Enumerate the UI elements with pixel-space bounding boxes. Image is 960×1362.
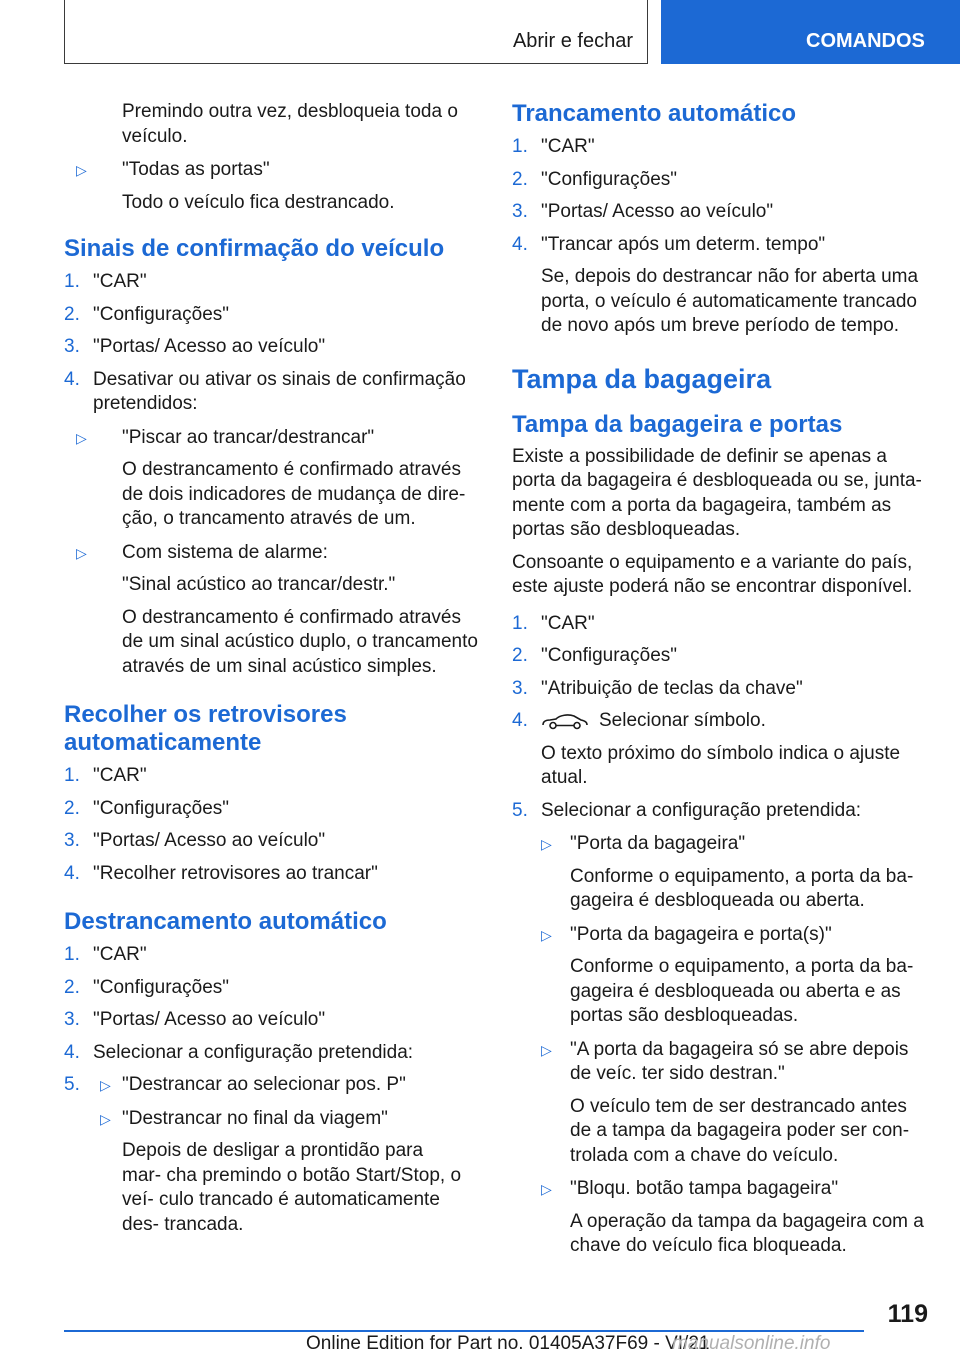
step-number: 1. <box>64 944 80 965</box>
main-title-tailgate: Tampa da bagageira <box>512 363 772 394</box>
bullet-unlock-end-trip-desc: Depois de desligar a prontidão para mar- cha premindo o botão Start/Stop, o veí- culo trancado é automaticamente des- trancada. <box>122 1140 462 1235</box>
bullet-alarm-system: Com sistema de alarme: <box>122 541 328 563</box>
section-title-fold-mirrors: Recolher os retrovisores automaticamente <box>64 701 347 756</box>
step-text: "Portas/ Acesso ao veículo" <box>93 1009 326 1030</box>
bullet-triangle-icon: ▷ <box>76 544 87 561</box>
step-number: 3. <box>64 1009 80 1030</box>
step-number: 5. <box>512 799 528 821</box>
step-text: Desativar ou ativar os sinais de confirmação pretendidos: <box>93 368 466 414</box>
step-number: 5. <box>64 1074 80 1095</box>
bullet-all-doors-desc: Todo o veículo fica destrancado. <box>122 191 395 213</box>
step-text: "Portas/ Acesso ao veículo" <box>93 336 326 357</box>
bullet-block-button-desc: A operação da tampa da bagageira com a chave do veículo fica bloqueada. <box>570 1210 924 1256</box>
section-title-tailgate-doors: Tampa da bagageira e portas <box>512 410 843 438</box>
step-number: 4. <box>64 1041 80 1063</box>
section-title-auto-lock: Trancamento automático <box>512 100 797 127</box>
step-text: "Configurações" <box>541 645 678 666</box>
step-text: "Configurações" <box>541 168 678 190</box>
bullet-tailgate-doors: "Porta da bagageira e porta(s)" <box>570 923 832 945</box>
step-text: "CAR" <box>541 612 595 634</box>
intro-text: Premindo outra vez, desbloqueia toda o veículo. <box>122 101 458 147</box>
bullet-triangle-icon: ▷ <box>541 926 552 943</box>
step-text: "Destrancar ao selecionar pos. P" <box>122 1074 406 1095</box>
section-title-confirmation-signals: Sinais de confirmação do veículo <box>64 235 445 262</box>
bullet-triangle-icon: ▷ <box>76 429 87 446</box>
footer-divider <box>64 1330 864 1332</box>
bullet-tailgate-after-unlock-desc: O veículo tem de ser destrancado antes de a tampa da bagageira poder ser con- trolada com a chave do veículo. <box>570 1095 910 1166</box>
bullet-triangle-icon: ▷ <box>76 162 87 178</box>
bullet-tailgate-after-unlock: "A porta da bagageira só se abre depois de veíc. ter sido destran." <box>570 1038 909 1084</box>
header-section-title: Abrir e fechar <box>512 30 633 52</box>
bullet-triangle-icon: ▷ <box>100 1077 111 1093</box>
tailgate-availability: Consoante o equipamento e a variante do país, este ajuste poderá não se encontrar disponível. <box>512 551 913 597</box>
bullet-alarm-desc: O destrancamento é confirmado através de um sinal acústico duplo, o trancamento através de um sinal acústico simples. <box>122 606 478 677</box>
tailgate-intro: Existe a possibilidade de definir se apenas a porta da bagageira é desbloqueada ou se, junta- mente com a porta da bagageira, também as portas são desbloqueadas. <box>512 445 922 540</box>
step-text: "CAR" <box>541 136 595 157</box>
step-number: 2. <box>64 797 80 819</box>
step-text: "Configurações" <box>93 303 230 325</box>
step-text: "Portas/ Acesso ao veículo" <box>93 830 326 851</box>
bullet-unlock-end-trip: "Destrancar no final da viagem" <box>122 1107 388 1129</box>
step-number: 3. <box>64 336 80 357</box>
step-text: "CAR" <box>93 944 147 965</box>
step-number: 1. <box>512 612 528 634</box>
bullet-alarm-line: "Sinal acústico ao trancar/destr." <box>122 574 396 595</box>
step-text: "CAR" <box>93 765 147 786</box>
bullet-triangle-icon: ▷ <box>541 1181 552 1197</box>
bullet-tailgate-doors-desc: Conforme o equipamento, a porta da ba- gageira é desbloqueada ou aberta e as portas são desbloqueadas. <box>570 956 914 1026</box>
step-number: 4. <box>512 233 528 255</box>
step-number: 2. <box>512 645 528 666</box>
step-text: Selecionar a configuração pretendida: <box>93 1041 414 1063</box>
right-column <box>512 100 927 1259</box>
bullet-block-button: "Bloqu. botão tampa bagageira" <box>570 1178 839 1199</box>
step-text: "Portas/ Acesso ao veículo" <box>541 201 774 222</box>
bullet-flash-lock: "Piscar ao trancar/destrancar" <box>122 426 375 448</box>
bullet-flash-lock-desc: O destrancamento é confirmado através de dois indicadores de mudança de dire- ção, o trancamento através de um. <box>122 459 466 529</box>
step-text: Selecionar símbolo. <box>599 710 766 731</box>
step-number: 4. <box>64 368 80 390</box>
step-number: 3. <box>512 201 528 222</box>
auto-lock-desc: Se, depois do destrancar não for aberta uma porta, o veículo é automaticamente trancado de novo após um breve período de tempo. <box>541 266 919 336</box>
header-chapter-tab: COMANDOS <box>661 0 960 64</box>
step-number: 4. <box>512 710 528 731</box>
step-text: "CAR" <box>93 271 147 292</box>
car-symbol-icon <box>541 712 589 730</box>
section-title-auto-unlock: Destrancamento automático <box>64 908 387 935</box>
watermark: manualsonline.info <box>672 1333 831 1354</box>
step-number: 1. <box>64 765 80 786</box>
step-text: "Atribuição de teclas da chave" <box>541 677 803 699</box>
bullet-triangle-icon: ▷ <box>541 1041 552 1058</box>
step-number: 2. <box>64 303 80 325</box>
step-text: "Configurações" <box>93 797 230 819</box>
header-section-box <box>64 0 648 64</box>
left-column <box>64 100 479 1237</box>
bullet-triangle-icon: ▷ <box>100 1110 111 1127</box>
step-text: "Configurações" <box>93 976 230 998</box>
bullet-tailgate: "Porta da bagageira" <box>570 833 746 854</box>
step-number: 1. <box>64 271 80 292</box>
step-number: 1. <box>512 136 528 157</box>
bullet-triangle-icon: ▷ <box>541 836 552 852</box>
step-text: "Recolher retrovisores ao trancar" <box>93 862 378 884</box>
bullet-tailgate-desc: Conforme o equipamento, a porta da ba- gageira é desbloqueada ou aberta. <box>570 865 914 911</box>
step-number: 2. <box>64 976 80 998</box>
step-number: 4. <box>64 862 80 884</box>
step-number: 3. <box>64 830 80 851</box>
page-number: 119 <box>887 1300 928 1328</box>
footer-edition: Online Edition for Part no. 01405A37F69 - VI/21 <box>306 1333 710 1354</box>
step4-desc: O texto próximo do símbolo indica o ajuste atual. <box>541 742 901 788</box>
bullet-all-doors: "Todas as portas" <box>122 159 270 180</box>
step-number: 3. <box>512 677 528 699</box>
step-number: 2. <box>512 168 528 190</box>
step-text: "Trancar após um determ. tempo" <box>541 233 826 255</box>
step-text: Selecionar a configuração pretendida: <box>541 799 862 821</box>
